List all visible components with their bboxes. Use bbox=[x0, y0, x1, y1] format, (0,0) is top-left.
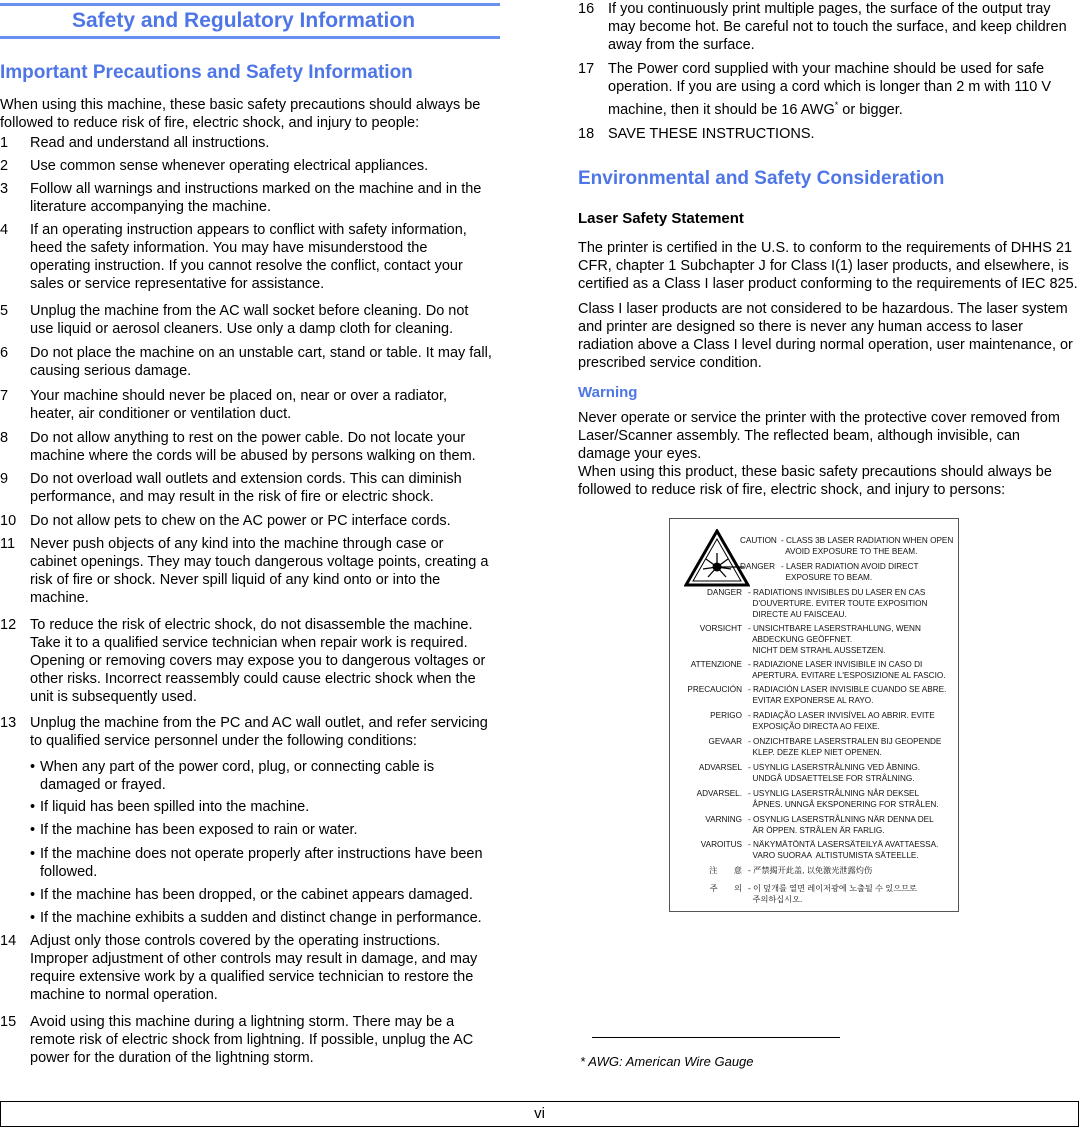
item-text-line: may become hot. Be careful not to touch the surface, and keep children bbox=[608, 19, 1067, 35]
bullet-text-line: If liquid has been spilled into the machine. bbox=[40, 799, 310, 815]
bullet-dot: • bbox=[30, 887, 36, 903]
bullet-text-line: When any part of the power cord, plug, or connecting cable is bbox=[40, 759, 435, 775]
warning-heading: Warning bbox=[578, 384, 638, 401]
laser-label-text: - USYNLIG LASERSTRÅLNING NÅR DEKSEL ÅPNES. UNNGÅ EKSPONERING FOR STRÅLEN. bbox=[748, 789, 939, 809]
section-title-environmental: Environmental and Safety Consideration bbox=[578, 168, 945, 189]
item-number: 7 bbox=[0, 388, 9, 404]
item-text-line: performance, and may result in the risk of fire or electric shock. bbox=[30, 489, 434, 505]
item-text-line: away from the surface. bbox=[608, 37, 755, 53]
item-number: 2 bbox=[0, 158, 9, 174]
laser-paragraph-2 bbox=[578, 300, 1079, 372]
item-text-line: Do not overload wall outlets and extension cords. This can diminish bbox=[30, 471, 462, 487]
item-text-line: operating instruction. If you cannot resolve the conflict, contact your bbox=[30, 258, 463, 274]
intro-line: When using this machine, these basic safety precautions should always be bbox=[0, 97, 481, 113]
paragraph-line: and printer are designed so there is never any human access to laser bbox=[578, 319, 1023, 335]
bullet-dot: • bbox=[30, 822, 36, 838]
laser-label-text: - RADIAZIONE LASER INVISIBILE IN CASO DI APERTURA. EVITARE L'ESPOSIZIONE AL FASCIO. bbox=[748, 660, 946, 680]
item-text-line: Do not allow anything to rest on the power cable. Do not locate your bbox=[30, 430, 466, 446]
bullet-text-line: If the machine has been exposed to rain or water. bbox=[40, 822, 358, 838]
laser-label-language: DANGER bbox=[740, 562, 776, 571]
item-number: 3 bbox=[0, 181, 9, 197]
item-number: 14 bbox=[0, 933, 17, 949]
intro-line: followed to reduce risk of fire, electric shock, and injury to people: bbox=[0, 115, 420, 131]
item-text-line: power for the duration of the lightning storm. bbox=[30, 1050, 314, 1066]
paragraph-line: When using this product, these basic safety precautions should always be bbox=[578, 464, 1052, 480]
laser-label-language: GEVAAR bbox=[708, 737, 742, 746]
item-number: 5 bbox=[0, 303, 9, 319]
footnote: * AWG: American Wire Gauge bbox=[580, 1054, 754, 1069]
item-number: 10 bbox=[0, 513, 17, 529]
laser-label-language: ATTENZIONE bbox=[690, 660, 742, 669]
paragraph-line: The printer is certified in the U.S. to conform to the requirements of DHHS 21 bbox=[578, 240, 1073, 256]
laser-label-text: - OSYNLIG LASERSTRÅLNING NÄR DENNA DEL ÄR ÖPPEN. STRÅLEN ÄR FARLIG. bbox=[748, 815, 934, 835]
laser-paragraph-1 bbox=[578, 239, 1079, 293]
laser-label-language: PRECAUCIÓN bbox=[687, 685, 742, 694]
item-text-line: Do not allow pets to chew on the AC power or PC interface cords. bbox=[30, 513, 451, 529]
bullet-dot: • bbox=[30, 846, 36, 862]
bullet-text-line: If the machine does not operate properly after instructions have been bbox=[40, 846, 483, 862]
paragraph-line: radiation above a Class I level during normal operation, user maintenance, or bbox=[578, 337, 1073, 353]
paragraph-line: prescribed service condition. bbox=[578, 355, 762, 371]
item-text-line: causing serious damage. bbox=[30, 363, 192, 379]
item-text-line: cabinet openings. They may touch dangerous voltage points, creating a bbox=[30, 554, 489, 570]
item-number: 9 bbox=[0, 471, 9, 487]
laser-label-text: - 이 덮개를 열면 레이저광에 노출될 수 있으므로 주의하십시오. bbox=[748, 884, 917, 904]
laser-label-language: 주 의 bbox=[709, 884, 742, 893]
item-number: 8 bbox=[0, 430, 9, 446]
banner-title: Safety and Regulatory Information bbox=[72, 9, 416, 32]
bullet-text-line: If the machine has been dropped, or the cabinet appears damaged. bbox=[40, 887, 473, 903]
laser-warning-label bbox=[669, 518, 959, 912]
laser-label-text: - CLASS 3B LASER RADIATION WHEN OPEN AVOID EXPOSURE TO THE BEAM. bbox=[781, 536, 954, 556]
laser-label-text: - LASER RADIATION AVOID DIRECT EXPOSURE TO BEAM. bbox=[781, 562, 919, 582]
item-text-line: use liquid or aerosol cleaners. Use only a damp cloth for cleaning. bbox=[30, 321, 454, 337]
item-number: 18 bbox=[578, 126, 595, 142]
item-text-line: sales or service representative for assistance. bbox=[30, 276, 325, 292]
laser-label-language: VAROITUS bbox=[700, 840, 742, 849]
item-text-line: risk of fire or shock. Never spill liquid of any kind onto or into the bbox=[30, 572, 441, 588]
item-text-line: machine where the cords will be abused by persons walking on them. bbox=[30, 448, 476, 464]
item-text-line: heed the safety information. You may have misunderstood the bbox=[30, 240, 428, 256]
item-text-line: Your machine should never be placed on, near or over a radiator, bbox=[30, 388, 448, 404]
laser-label-language: 注 意 bbox=[709, 866, 742, 875]
laser-label-language: ADVARSEL. bbox=[696, 789, 742, 798]
item-text-line: operation. If you are using a cord which is longer than 2 m with 110 V bbox=[608, 79, 1052, 95]
laser-label-text: - RADIACIÓN LASER INVISIBLE CUANDO SE ABRE. EVITAR EXPONERSE AL RAYO. bbox=[748, 685, 947, 705]
laser-label-text: - UNSICHTBARE LASERSTRAHLUNG, WENN ABDECKUNG GEÖFFNET. NICHT DEM STRAHL AUSSETZEN. bbox=[748, 624, 921, 655]
item-number: 11 bbox=[0, 536, 16, 552]
item-text-line: SAVE THESE INSTRUCTIONS. bbox=[608, 126, 815, 142]
bullet-dot: • bbox=[30, 799, 36, 815]
item-text-line: literature accompanying the machine. bbox=[30, 199, 271, 215]
laser-safety-heading: Laser Safety Statement bbox=[578, 210, 744, 227]
bullet-dot: • bbox=[30, 759, 36, 775]
bullet-text-line: followed. bbox=[40, 864, 98, 880]
item-text-line: other risks. Incorrect reassembly could cause electric shock when the bbox=[30, 671, 476, 687]
item-text-line: To reduce the risk of electric shock, do not disassemble the machine. bbox=[30, 617, 473, 633]
item-number: 12 bbox=[0, 617, 17, 633]
item-text-line: The Power cord supplied with your machine should be used for safe bbox=[608, 61, 1045, 77]
item-text-line: machine to normal operation. bbox=[30, 987, 218, 1003]
paragraph-line: followed to reduce risk of fire, electric shock, and injury to persons: bbox=[578, 482, 1006, 498]
item-number: 1 bbox=[0, 135, 9, 151]
item-text-line: Read and understand all instructions. bbox=[30, 135, 270, 151]
laser-label-text: - RADIATIONS INVISIBLES DU LASER EN CAS D'OUVERTURE. EVITER TOUTE EXPOSITION DIRECTE AU FAISCEAU. bbox=[748, 588, 928, 619]
laser-label-language: DANGER bbox=[706, 588, 742, 597]
item-number: 16 bbox=[578, 1, 595, 17]
item-text-line: Improper adjustment of other controls may result in damage, and may bbox=[30, 951, 478, 967]
laser-label-language: VARNING bbox=[705, 815, 742, 824]
item-text-line: If an operating instruction appears to conflict with safety information, bbox=[30, 222, 467, 238]
laser-label-text: - USYNLIG LASERSTRÅLNING VED ÅBNING. UNDGÅ UDSAETTELSE FOR STRÅLNING. bbox=[748, 763, 920, 783]
item-text-line: Do not place the machine on an unstable cart, stand or table. It may fall, bbox=[30, 345, 492, 361]
laser-label-language: CAUTION bbox=[740, 536, 777, 545]
paragraph-line: Laser/Scanner assembly. The reflected beam, although invisible, can bbox=[578, 428, 1020, 444]
item-text-line: Unplug the machine from the PC and AC wall outlet, and refer servicing bbox=[30, 715, 488, 731]
item-text-line: Opening or removing covers may expose you to dangerous voltages or bbox=[30, 653, 486, 669]
item-number: 13 bbox=[0, 715, 17, 731]
laser-label-language: ADVARSEL bbox=[698, 763, 742, 772]
item-number: 6 bbox=[0, 345, 9, 361]
laser-label-text: - NÄKYMÄTÖNTÄ LASERSÄTEILYÄ AVATTAESSA. VARO SUORAA ALTISTUMISTA SÄTEELLE. bbox=[748, 840, 939, 860]
item-text-line: machine, then it should be 16 AWG* or bigger. bbox=[608, 100, 903, 118]
item-text-line: heater, air conditioner or ventilation duct. bbox=[30, 406, 292, 422]
laser-label-text: - 严禁揭开此盖, 以免激光泄露灼伤 bbox=[748, 866, 873, 875]
item-text-line: Take it to a qualified service technician when repair work is required. bbox=[30, 635, 468, 651]
item-number: 4 bbox=[0, 222, 9, 238]
bullet-text-line: damaged or frayed. bbox=[40, 777, 166, 793]
paragraph-line: damage your eyes. bbox=[578, 446, 702, 462]
paragraph-line: CFR, chapter 1 Subchapter J for Class I(1) laser products, and elsewhere, is bbox=[578, 258, 1069, 274]
item-text-line: require extensive work by a qualified service technician to restore the bbox=[30, 969, 474, 985]
intro-paragraph bbox=[0, 96, 500, 132]
item-text-line: Never push objects of any kind into the machine through case or bbox=[30, 536, 444, 552]
item-text-line: Unplug the machine from the AC wall socket before cleaning. Do not bbox=[30, 303, 469, 319]
laser-label-text: - ONZICHTBARE LASERSTRALEN BIJ GEOPENDE KLEP. DEZE KLEP NIET OPENEN. bbox=[748, 737, 942, 757]
paragraph-line: Never operate or service the printer with the protective cover removed from bbox=[578, 410, 1060, 426]
item-text-line: Avoid using this machine during a lightning storm. There may be a bbox=[30, 1014, 455, 1030]
page-footer bbox=[0, 1101, 1079, 1127]
item-text-line: If you continuously print multiple pages, the surface of the output tray bbox=[608, 1, 1051, 17]
item-text-line: to qualified service personnel under the following conditions: bbox=[30, 733, 417, 749]
laser-label-language: VORSICHT bbox=[699, 624, 742, 633]
section-title-precautions: Important Precautions and Safety Information bbox=[0, 62, 413, 83]
item-text-line: Adjust only those controls covered by the operating instructions. bbox=[30, 933, 441, 949]
warning-paragraph bbox=[578, 409, 1079, 499]
item-text-line: machine. bbox=[30, 590, 89, 606]
bullet-dot: • bbox=[30, 910, 36, 926]
laser-label-text: - RADIAÇÃO LASER INVISÍVEL AO ABRIR. EVITE EXPOSIÇÃO DIRECTA AO FEIXE. bbox=[748, 711, 935, 731]
footnote-rule bbox=[592, 1037, 840, 1038]
bullet-text-line: If the machine exhibits a sudden and distinct change in performance. bbox=[40, 910, 482, 926]
item-text-line: remote risk of electric shock from lightning. If possible, unplug the AC bbox=[30, 1032, 474, 1048]
item-text-line: unit is subsequently used. bbox=[30, 689, 197, 705]
item-text-line: Use common sense whenever operating electrical appliances. bbox=[30, 158, 429, 174]
section-banner bbox=[0, 3, 500, 39]
paragraph-line: certified as a Class I laser product conforming to the requirements of IEC 825. bbox=[578, 276, 1078, 292]
laser-label-language: PERIGO bbox=[710, 711, 742, 720]
item-text-line: Follow all warnings and instructions marked on the machine and in the bbox=[30, 181, 482, 197]
paragraph-line: Class I laser products are not considered to be hazardous. The laser system bbox=[578, 301, 1068, 317]
item-number: 15 bbox=[0, 1014, 17, 1030]
page-number: vi bbox=[534, 1105, 545, 1122]
item-number: 17 bbox=[578, 61, 595, 77]
